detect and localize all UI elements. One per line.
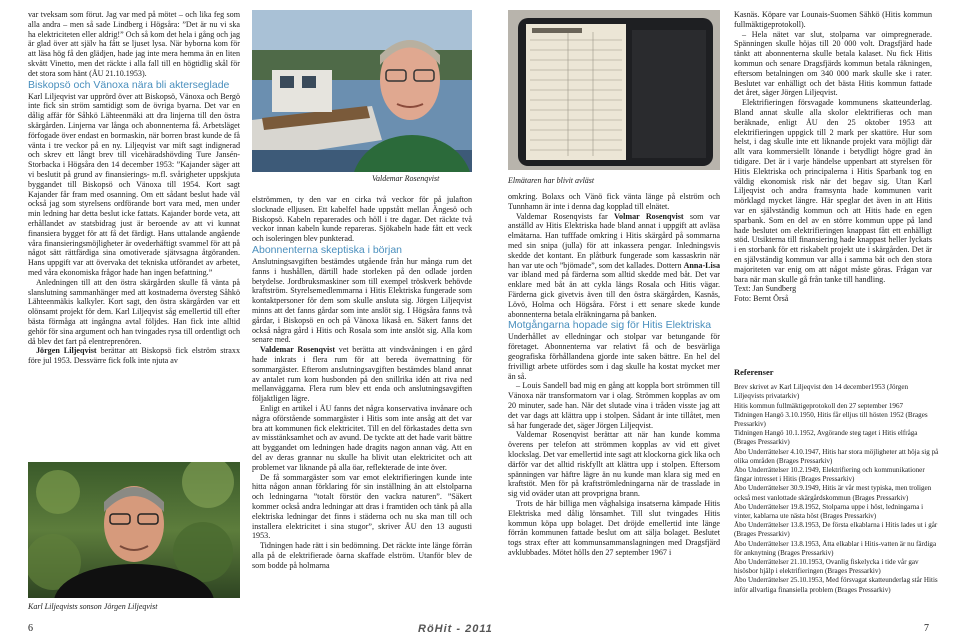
paragraph: Anledningen till att den östra skärgården skulle få vänta på slanslutning sammanhänger med att kostnaderna översteg Såhkö Lähteenmäkis kalkyler. Kort sagt, den östra skärgården var ett olönsamt projekt för dem. Karl Liljeqvist såg emellertid till efter bästa förmåga att ingångna avtal följdes. Han fick inte alltid gehör för sina argument och han tvingades rysa till ordentligt och då blev det fart på elentreprenören. bbox=[28, 277, 240, 346]
reference-item: Tidningen Hangö 3.10.1950, Hitis får elljus till hösten 1952 (Brages Pressarkiv) bbox=[734, 410, 928, 429]
references-title: Referenser bbox=[734, 367, 774, 377]
paragraph-text: berättar att Biskopsö fick elström straxx före jul 1953. Dessvärre fick folk inte njuta av bbox=[28, 346, 240, 366]
section-heading-abonnenterna: Abonnenterna skeptiska i början bbox=[252, 243, 403, 256]
paragraph bbox=[508, 212, 720, 320]
paragraph-text: vet berätta att vindsvåningen i en gård hade inkrats i flera rum för att bereda övernattning för sommargäster. Efterom anslutningsavgiften bestämdes bland annat av antalet rum kom husbonden på den snillrika idén att riva ned mellanväggarna. Flera rum blev ett enda och anslutningsavgiften följaktligen lägre. bbox=[252, 345, 472, 404]
reference-item: Hitis kommun fullmäktigeprotokoll den 27 september 1967 bbox=[734, 401, 904, 410]
paragraph: var tveksam som förut. Jag var med på mötet – och lika feg som alla andra – men så sade Lindberg i Högsåra: ”Det är nu vi ska ha elektriciteten eller aldrig!” Och så kom det hela i gång och jag är glad över att själv ha fått se ljuset lysa. När byborna kom för att läsa hög få den glädjen, hade jag inte mera hemma än en liten skvätt Vinetto, men det räckte i alla fall till en högtidlig skål för det stora som hänt (ÅU 21.10.1953). bbox=[28, 10, 240, 78]
page-number-left: 6 bbox=[28, 623, 33, 634]
photo-caption: Elmätaren har blivit avläst bbox=[508, 176, 595, 185]
paragraph: elströmmen, ty den var en cirka två veckor för på julafton slocknade elljusen. Ett kabelfel hade uppstått mellan Ängesö och Biskopsö. Kabeln reparerades och höll i tre dagar. Det räckte två veckor innan kabeln kunde repareras. Sjökabeln hade fått ett veck och isoleringen blev punkterad. bbox=[252, 195, 472, 244]
portrait-photo-garden bbox=[28, 462, 240, 598]
paragraph bbox=[28, 346, 240, 366]
reference-item: Brev skrivet av Karl Liljeqvist den 14 december1953 (Jörgen Liljeqvists privatarkiv) bbox=[734, 383, 909, 401]
paragraph: Karl Liljeqvist var upprörd över att Biskopsö, Vänoxa och Bergö inte fick sin ström samtidigt som de övriga byarna. Det var en dålig affär för Såhkö Lähteenmäki att dra linjerna till den östra skärgården. Linjerna var långa och abonnenterna få. Arbetsläget förfogade över endast en bormaskin, när borren brast kunde de få vänta i tre veckor på en ny. Liljeqvist var mift sagt indignerad och skrev ett långt brev till vicehäradshövding Ture Jansén-Storbacka i Högsåra den 14 december 1953: ”Kajander säger att vi beslutit på grund av finansierings- m.fl. svårigheter uppskjuta byggandet till Biskopsö och Vänoxa till 1954. Kort sagt Kajander får fram med osanning. Om ett sådant beslut hade väl också jag som styrelsens ordförande bort vara med, men under min ledning har detta beslut icke fattats. Kajander borde veta, att erhållandet av statsbidrag just är beroende av att vi kunnat finansiera bygget för att få det färdigt. Hans uttalande angående våra finansieringsmöjligheter är ovederhäftigt svammel för att på något sätt rättfärdiga sina omotiverade sjätvsagna åtgöranden. Hans uppgift var att övervaka det tekniska utförandet av arbetet, med våra ekonomiska frågor hade han ingen befattning.” bbox=[28, 91, 240, 277]
portrait-photo-harbor bbox=[252, 10, 472, 172]
section-heading-motgangar: Motgångarna hopade sig för Hitis Elektriska bbox=[508, 319, 712, 332]
paragraph: – Louis Sandell bad mig en gång att koppla bort strömmen till Vänoxa när transformatorn var i olag. Strömmen kopplas av om 20 minuter, sade han. När det slutade vina i tråden visste jag att det var dags att klättra upp i stolpen. Sådant är inte tillåtet, men så har fungerade det, säger Jörgen Liljeqvist. bbox=[508, 381, 720, 430]
person-name: Jörgen Liljeqvist bbox=[36, 346, 97, 356]
photo-caption: Valdemar Rosenqvist bbox=[372, 174, 440, 183]
credit-text: Text: Jan Sundberg bbox=[734, 284, 797, 294]
reference-item: Åbo Underrättelser 19.8.1952, Stolparna uppe i höst, ledningarna i vinter, kablarna ute nästa höst (Brages Pressarkiv) bbox=[734, 502, 924, 521]
reference-item: Åbo Underrättelser 13.8.1953, Åtta elkablar i Hitis-vatten är nu färdiga för anknytning (Brages Pressarkiv) bbox=[734, 539, 937, 557]
article-column-2 bbox=[252, 195, 472, 615]
ledger-photo bbox=[508, 10, 720, 170]
paragraph: Anslutningsavgiften bestämdes utgående från hur många rum det fanns i hushållen, därtill hade storleken på den odlade jorden betydelse. Jordbruksmaskiner som till exempel tröskverk behövde kraftström. Styrelsemedlemmarna i Hitis Elektriska fungerade som kontaktpersoner för dem som skulle ansluta sig. Jörgen Liljeqvist minns att det fanns gårdar som inte anslöt sig. I Högsåra fanns två gårdar, i Biskopsö en och på Vänoxa likaså en. Säkert fanns det också några gård i Hitis och Rosala som inte anslöt sig. Alla kom senare med. bbox=[252, 256, 472, 345]
paragraph: Kasnäs. Köpare var Lounais-Suomen Sähkö (Hitis kommun fullmäktigeprotokoll). bbox=[734, 10, 932, 29]
reference-item: Åbo Underrättelser 25.10.1953, Med försvagat skatteunderlag står Hitis inför allvarliga finansiella problem (Brages Pressarkiv) bbox=[734, 576, 938, 594]
paragraph: De få sommargäster som var emot elektrifieringen kunde inte hitta någon annan förklaring för sin inställning än att elstolparna och ledningarna ”totalt förstör den vackra naturen”. ”Säkert kommer också andra ledningar att dras i framtiden och tänk på alla elektriska ledningar det finns i städerna och nu ska man till och installera elektricitet i sina stugor”, skriver ÅU den 13 augusti 1953. bbox=[252, 472, 472, 541]
reference-item: Åbo Underrättelser 13.8.1953, De första elkablarna i Hitis lades ut i går (Brages Pressarkiv) bbox=[734, 521, 938, 539]
reference-item: Åbo Underrättelser 21.10.1953, Ovanlig fiskelycka i tide vår gav hisösbor hjälp i elektrifieringen (Brages Pressarkiv) bbox=[734, 558, 919, 576]
photo-jorgen-liljeqvist bbox=[28, 462, 240, 598]
paragraph-text: var ibland med på färderna som alltid skedde med båt. Det var enklare med båt än att cykla längs Rosala och Hitis vägar. Färderna gick givetvis även till den östra skärgården, Kasnäs, Lövö, Holma och Högsåra. Först i ett senare skede kunde abonnenterna betala elräkningarna på banken. bbox=[508, 270, 720, 319]
article-column-3 bbox=[508, 192, 720, 607]
reference-item: Tidningen Hangö 10.1.1952, Avgörande steg taget i Hitis elfråga (Brages Pressarkiv) bbox=[734, 429, 918, 447]
person-name: Anna-Lisa bbox=[683, 260, 720, 270]
page-number-right: 7 bbox=[924, 623, 929, 634]
references-list bbox=[734, 368, 939, 595]
person-name: Volmar Rosenqvist bbox=[613, 211, 684, 221]
reference-item: Åbo Underrättelser 4.10.1947, Hitis har stora möjligheter att höja sig på olika områden (Brages Pressarkiv) bbox=[734, 447, 939, 465]
paragraph: Underhållet av elledningar och stolpar var betungande för företaget. Abonnenterna var relativt få och de besvärliga geografiska förhållandena gjorde inte saken bättre. En hel del frivilligt arbete utfördes som i dag skulle ha kostat mycket mer än så. bbox=[508, 332, 720, 381]
paragraph: Valdemar Rosenqvist berättar att när han kunde komma överens per telefon att strömmen kopplas av vid ett givet klockslag. Det var emellertid inte sagt att klockorna gick lika och därför var det alltid riskfyllt att klättra upp i stolpen. Eftersom spänningen var häftre lägre än nu kunde man klara sig med en kraftstöt. Men för på kraftströmledningarna när de trasslade in sig vid oväder utan att provprigna brann. bbox=[508, 430, 720, 499]
photo-valdemar-rosenqvist bbox=[252, 10, 472, 172]
person-name: Valdemar Rosenqvist bbox=[260, 345, 336, 355]
paragraph bbox=[252, 345, 472, 404]
paragraph: Trots de här billiga men våghalsiga insatserna kämpade Hitis Elektriska med dålig lönsamhet. Till slut tvingades Hitis kommun köpa upp bolaget. Det dröjde emellertid inte länge förrän kommunen fattade beslut om att sälja bolaget. Beslutet togs strax efter att kommunsammanslagningen med Dragsfjärd avklubbades. Mötet hölls den 27 september 1967 i bbox=[508, 498, 720, 557]
reference-item: Åbo Underrättelser 30.9.1949, Hitis är vår mest typiska, men troligen också mest vanlottade skärgårdskommun (Brages Pressarkiv) bbox=[734, 484, 932, 502]
article-column-1 bbox=[28, 10, 240, 462]
article-column-4 bbox=[734, 10, 932, 340]
magazine-logo: RöHit - 2011 bbox=[418, 623, 493, 635]
credit-photo: Foto: Bernt Örså bbox=[734, 294, 789, 304]
section-heading-biskopso: Biskopsö och Vänoxa nära bli akterseglade bbox=[28, 78, 230, 91]
photo-meter-ledger bbox=[508, 10, 720, 170]
paragraph: Tidningen hade rätt i sin bedömning. Det räckte inte länge förrän alla på de elektrifierade öarna skaffade elström. Utanför blev de som bodde på holmarna bbox=[252, 541, 472, 570]
photo-caption: Karl Liljeqvists sonson Jörgen Liljeqvist bbox=[28, 602, 158, 611]
paragraph: omkring. Bolaxs och Vänö fick vänta länge på elström och Tunnhamn är inte i denna dag kopplad till elnätet. bbox=[508, 192, 720, 211]
paragraph: Enligt en artikel i ÅU fanns det några konservativa invånare och några oförstående sommargäster i Hitis som inte ansåg att det var bra att kommunen fick elektricitet. Till en del förkastades detta svn av misstänksamhet och av avund. De tyckte att det hade varit bättre att byggandet om ledningen hade dragits nagon annan väg. Att en del av deras grannar nu skulle ha blivit utan elektricitet och att problemet var liknande på alla öar, reflekterade de inte över. bbox=[252, 403, 472, 472]
reference-item: Åbo Underrättelser 10.2.1949, Elektrifiering och kommunikationer fängar intresset i Hitis (Brages Pressarkiv) bbox=[734, 466, 925, 484]
paragraph: Elektrifieringen försvagade kommunens skatteunderlag. Bland annat skulle alla skolor elektrifieras och man beräknade, enligt ÅU den 25 oktober 1953 att elektrifieringen uppgick till 2 mark per skattöre. Hur som helst, i dag skulle inte ett liknande projekt vara möjligt där allt vara kommersiellt lönande i betydligt högre grad än tidigare. Det är i varje händelse uppenbart att styrelsen för Hitis Elektriska och principalerna i Hitis Sparbank tog en väldig ekonomisk risk när det begav sig. Utan Karl Liljeqvist och andra framsynta hade kommunen varit mörklagd mycket längre. Här speglar det även in att Hitis var en självständig kommun och att Hitis hade en egen sparbank. Som en del av en större kommun uppe på land hade beslutet om elektrifieringen knappast fått ett enhälligt stöd. Utsikterna till finansiering hade knappast heller lyckats i en storbank för ett riskabelt projekt ute i skärgården. Det är en självständig kommun var alla i samma båt och den stora majoriteten var enig om att något måste göras. Frågan var bara när man skulle gå från tanke till handling. bbox=[734, 98, 932, 284]
paragraph-text: Valdemar Rosenqvists far bbox=[516, 211, 614, 221]
paragraph: – Hela nätet var slut, stolparna var oimpregnerade. Spänningen skulle höjas till 20 000 volt. Dragsfjärd hade tänkt att abonnenterna skulle betala kalaset. Nu fick Hitis kommun och senare Dragsfjärds kommun betala räkningen, eftersom betalningen om 340 000 mark skulle ske i rater. Beslutet var enhälligt och det bästa Hitis kommun fattade det året, säger Jörgen Liljeqvist. bbox=[734, 29, 932, 98]
paragraph-text: som var anställd av Hitis Elektriska hade bland annat i uppgift att avläsa elmätarna. Han tufffade omkring i Hitis skärgård på sommarna med sin snipa (julla) för att inkassera pengar. Inledningsvis skedde det kontant. En plåtburk fungerade som kassaskrin när han var ute och ”bjömade”, som det kallades. Dottern bbox=[508, 211, 720, 270]
